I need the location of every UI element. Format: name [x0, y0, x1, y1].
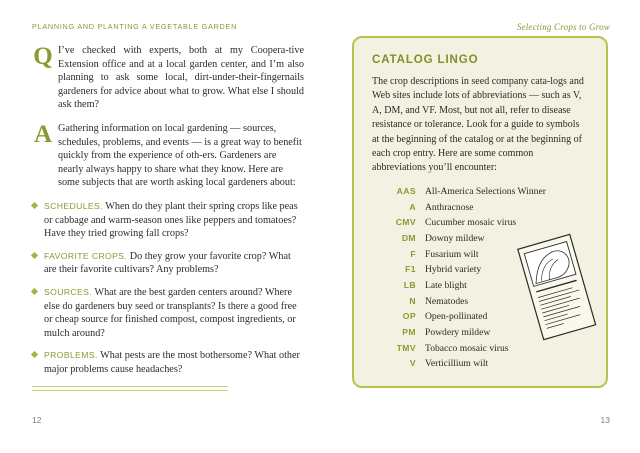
sidebar-title: CATALOG LINGO: [372, 54, 479, 66]
table-row: [372, 264, 588, 280]
running-head-right: Selecting Crops to Grow: [516, 22, 610, 32]
diamond-bullet-icon: [31, 252, 38, 259]
abbr-meaning: Anthracnose: [425, 201, 474, 213]
left-page-text-column: [32, 44, 304, 394]
decorative-rules: [32, 386, 228, 391]
answer-dropcap: A: [33, 120, 53, 148]
subject-bullet-list: [32, 200, 304, 377]
abbr-code: DM: [401, 232, 416, 243]
abbr-code: TMV: [396, 342, 416, 353]
table-row: [372, 296, 588, 312]
list-item: [32, 349, 304, 376]
diamond-bullet-icon: [31, 202, 38, 209]
bullet-lead: PROBLEMS.: [44, 350, 98, 361]
abbr-meaning: Nematodes: [425, 295, 469, 307]
abbr-code: F1: [405, 264, 416, 275]
table-row: [372, 327, 588, 343]
diamond-bullet-icon: [31, 288, 38, 295]
sidebar-paragraph: The crop descriptions in seed company cata-logs and Web sites include lots of abbreviations — such as V, A, DM, and VF. Most, but not all, refer to disease resistance or tolerance. Look for a guide to symbols at the beginning of the catalog or at the beginning of each crop entry. Here are some common abbreviations you’ll encounter:: [372, 76, 584, 174]
answer-text: Gathering information on local gardening — sources, schedules, problems, and events — is a great way to benefit quickly from the experience of oth-ers. Gardeners are nearly always happy to share what they know. Here are some subjects that are worth asking local gardeners about:: [58, 122, 302, 189]
bullet-text: What are the best garden centers around? Where else do gardeners buy seed or transplants? Is there a good free or cheap source for finished compost, compost ingredients, or mulch around?: [44, 286, 297, 339]
abbr-code: A: [409, 201, 416, 212]
bullet-lead: FAVORITE CROPS.: [44, 250, 128, 261]
question-text: I’ve checked with experts, both at my Coopera-tive Extension office and at a local garden center, and I’m also planning to ask some local, dirt-under-their-fingernails gardeners for advice about what to grow. What else I should ask them?: [58, 45, 304, 111]
rule-line: [32, 390, 228, 391]
abbr-code: PM: [402, 327, 416, 338]
abbr-code: AAS: [396, 185, 416, 196]
folio-right: 13: [600, 415, 610, 425]
bullet-text: When do they plant their spring crops like peas or cabbage and warm-season ones like peppers and tomatoes? Have they tried growing fall crops?: [44, 200, 298, 240]
abbreviation-table: [372, 186, 588, 374]
folio-left: 12: [32, 415, 42, 425]
abbr-meaning: Late blight: [425, 279, 467, 291]
abbr-meaning: Cucumber mosaic virus: [425, 217, 517, 229]
table-row: [372, 202, 588, 218]
rule-line: [32, 386, 228, 387]
bullet-lead: SOURCES.: [44, 286, 93, 297]
abbr-meaning: Open-pollinated: [425, 311, 488, 323]
abbr-meaning: Downy mildew: [425, 232, 485, 244]
abbr-meaning: Hybrid variety: [425, 264, 482, 276]
list-item: [32, 250, 304, 277]
answer-block: [32, 122, 304, 190]
bullet-lead: SCHEDULES.: [44, 200, 103, 211]
list-item: [32, 200, 304, 241]
table-row: [372, 358, 588, 374]
abbr-meaning: All-America Selections Winner: [425, 185, 546, 197]
catalog-lingo-sidebar: [352, 36, 608, 388]
table-row: [372, 233, 588, 249]
table-row: [372, 186, 588, 202]
abbr-code: V: [409, 358, 416, 369]
abbr-meaning: Fusarium wilt: [425, 248, 479, 260]
table-row: [372, 217, 588, 233]
question-dropcap: Q: [33, 43, 53, 70]
bullet-text: Do they grow your favorite crop? What are their favorite cultivars? Any problems?: [44, 250, 291, 276]
abbr-meaning: Tobacco mosaic virus: [425, 342, 509, 354]
abbr-meaning: Powdery mildew: [425, 327, 491, 339]
list-item: [32, 286, 304, 340]
table-row: [372, 280, 588, 296]
running-head-left: PLANNING AND PLANTING A VEGETABLE GARDEN: [32, 22, 238, 31]
abbr-code: LB: [403, 279, 416, 290]
abbr-code: CMV: [395, 217, 416, 228]
bullet-text: What pests are the most bothersome? What other major problems cause headaches?: [44, 350, 300, 375]
abbr-meaning: Verticillium wilt: [425, 358, 489, 370]
question-block: [32, 44, 304, 112]
abbr-code: F: [410, 248, 416, 259]
abbr-code: N: [409, 295, 416, 306]
table-row: [372, 343, 588, 359]
abbr-code: OP: [402, 311, 416, 322]
table-row: [372, 249, 588, 265]
diamond-bullet-icon: [31, 351, 38, 358]
table-row: [372, 311, 588, 327]
